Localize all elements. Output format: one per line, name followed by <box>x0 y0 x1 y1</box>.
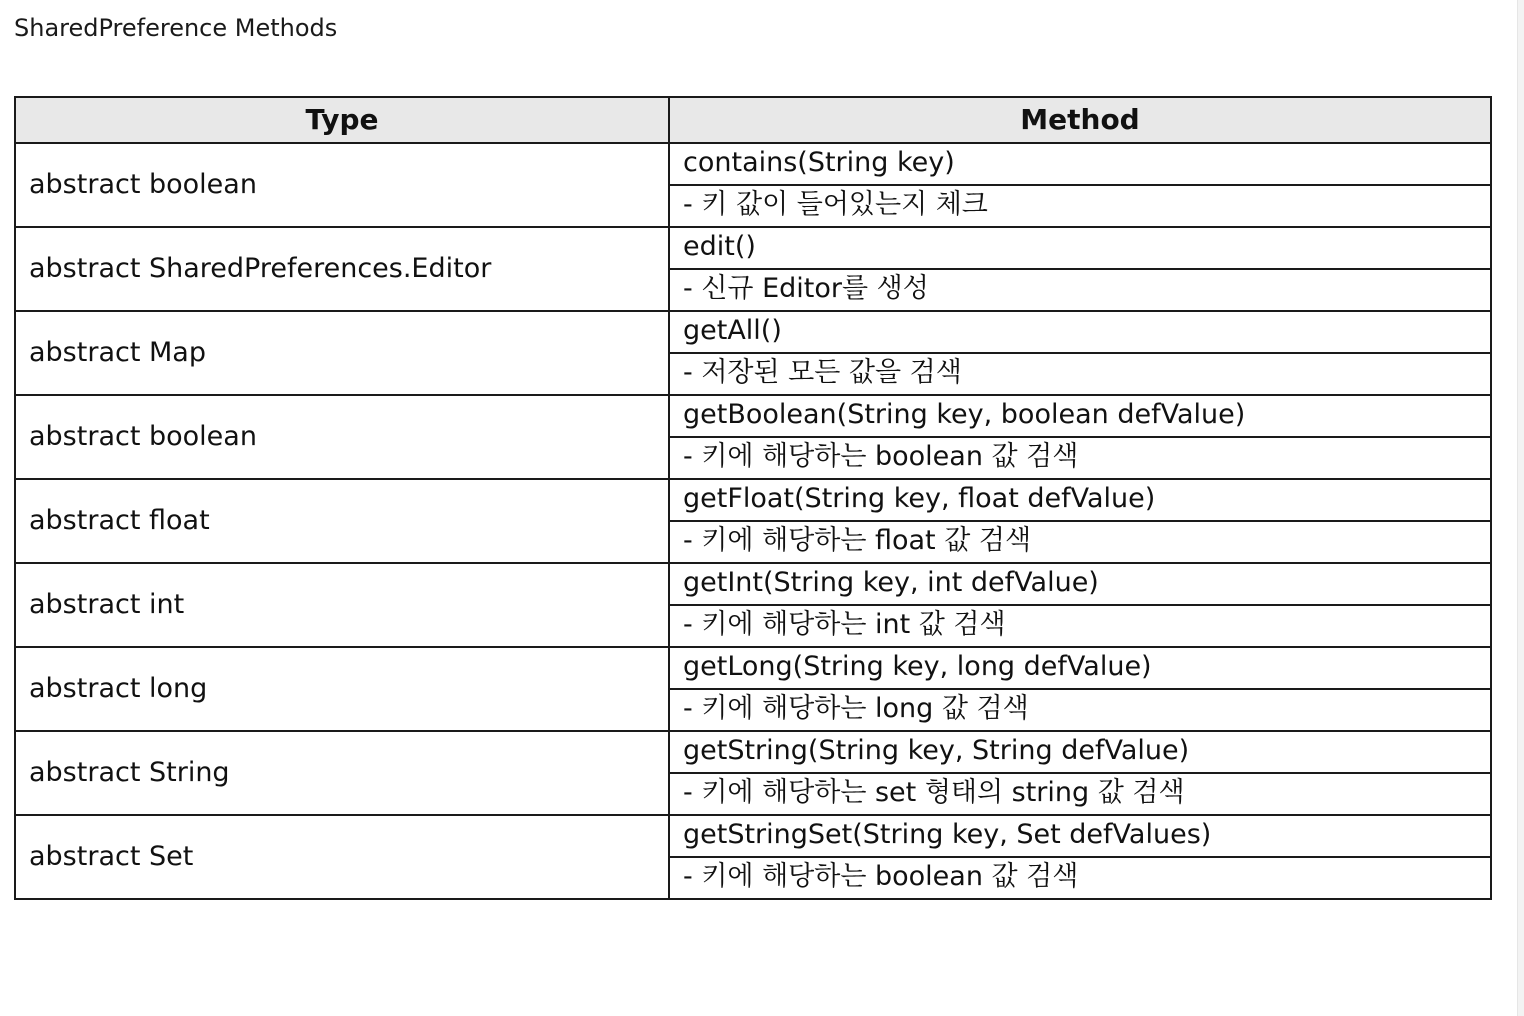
method-description-cell: - 키 값이 들어있는지 체크 <box>669 185 1491 227</box>
method-signature-cell: getFloat(String key, float defValue) <box>669 479 1491 521</box>
page-title: SharedPreference Methods <box>14 14 338 42</box>
method-description-cell: - 키에 해당하는 long 값 검색 <box>669 689 1491 731</box>
type-cell: abstract String <box>15 731 669 815</box>
type-cell: abstract boolean <box>15 395 669 479</box>
table-row <box>15 563 1491 605</box>
table-row <box>15 731 1491 773</box>
scrollbar-track[interactable] <box>1517 0 1524 1016</box>
type-cell: abstract SharedPreferences.Editor <box>15 227 669 311</box>
table-header-row <box>15 97 1491 143</box>
table-row <box>15 143 1491 185</box>
method-description-cell: - 키에 해당하는 float 값 검색 <box>669 521 1491 563</box>
column-header-method: Method <box>669 97 1491 143</box>
table-row <box>15 815 1491 857</box>
type-cell: abstract Map <box>15 311 669 395</box>
method-description-cell: - 키에 해당하는 boolean 값 검색 <box>669 857 1491 899</box>
table-row <box>15 227 1491 269</box>
type-cell: abstract int <box>15 563 669 647</box>
method-signature-cell: getLong(String key, long defValue) <box>669 647 1491 689</box>
type-cell: abstract long <box>15 647 669 731</box>
method-description-cell: - 키에 해당하는 set 형태의 string 값 검색 <box>669 773 1491 815</box>
method-signature-cell: contains(String key) <box>669 143 1491 185</box>
table-row <box>15 647 1491 689</box>
type-cell: abstract float <box>15 479 669 563</box>
table-row <box>15 395 1491 437</box>
type-cell: abstract boolean <box>15 143 669 227</box>
methods-table <box>14 96 1492 900</box>
column-header-type: Type <box>15 97 669 143</box>
method-signature-cell: getAll() <box>669 311 1491 353</box>
method-description-cell: - 저장된 모든 값을 검색 <box>669 353 1491 395</box>
table-row <box>15 479 1491 521</box>
method-description-cell: - 키에 해당하는 boolean 값 검색 <box>669 437 1491 479</box>
method-signature-cell: getStringSet(String key, Set defValues) <box>669 815 1491 857</box>
method-signature-cell: getString(String key, String defValue) <box>669 731 1491 773</box>
method-signature-cell: getInt(String key, int defValue) <box>669 563 1491 605</box>
table-row <box>15 311 1491 353</box>
method-signature-cell: getBoolean(String key, boolean defValue) <box>669 395 1491 437</box>
method-description-cell: - 신규 Editor를 생성 <box>669 269 1491 311</box>
type-cell: abstract Set <box>15 815 669 899</box>
method-description-cell: - 키에 해당하는 int 값 검색 <box>669 605 1491 647</box>
method-signature-cell: edit() <box>669 227 1491 269</box>
